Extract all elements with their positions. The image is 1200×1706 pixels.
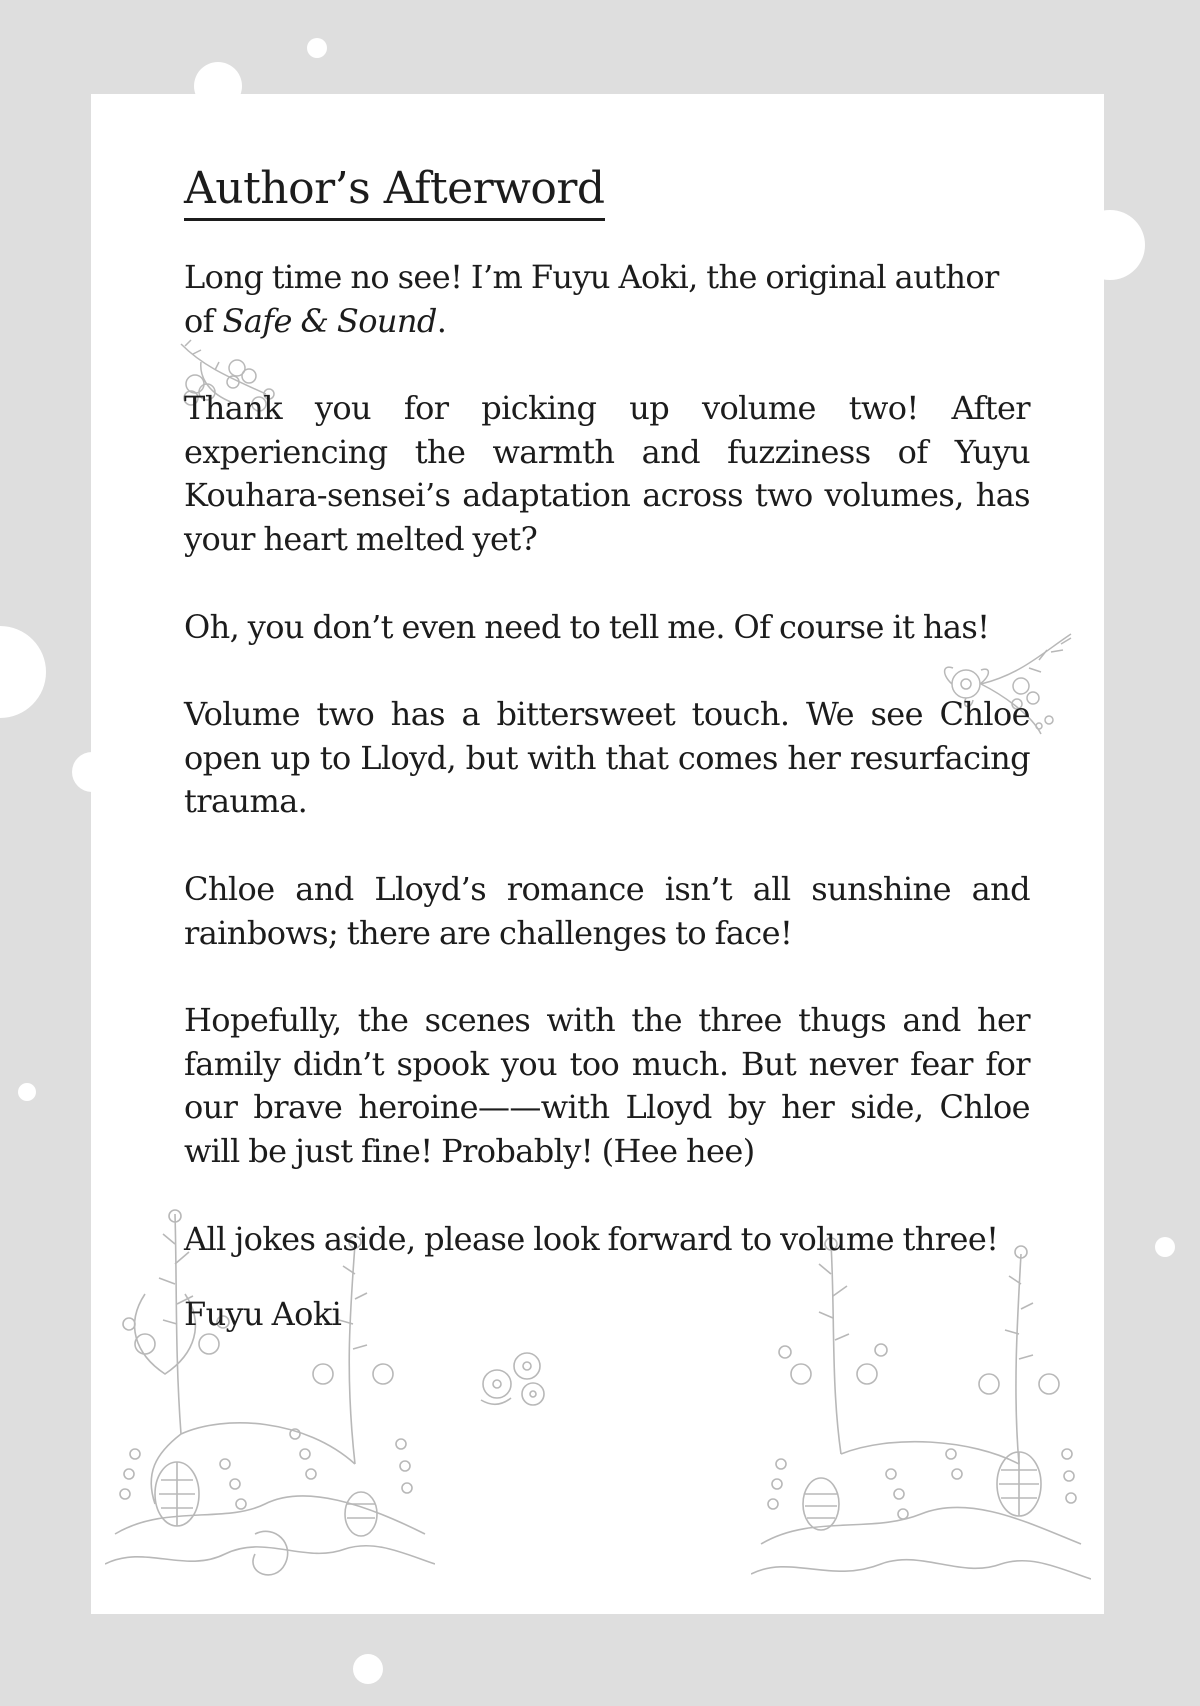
- paragraph-intro-end: .: [436, 301, 447, 340]
- background-dot: [1155, 1237, 1175, 1257]
- afterword-page: [91, 94, 1104, 1614]
- paragraph-thanks: Thank you for picking up volume two! After experiencing the warmth and fuzziness of Yuyu Kouhara-sensei’s adaptation across two volumes, has your heart melted yet?: [184, 389, 1030, 558]
- book-title: Safe & Sound: [222, 301, 437, 340]
- page-title: Author’s Afterword: [184, 162, 605, 221]
- paragraph-intro: [184, 256, 1030, 343]
- signature: Fuyu Aoki: [184, 1295, 342, 1334]
- background-dot: [307, 38, 327, 58]
- afterword-content: [184, 162, 1030, 1381]
- paragraph-heart: Oh, you don’t even need to tell me. Of course it has!: [184, 607, 990, 646]
- background-dot: [0, 626, 46, 718]
- background-dot: [353, 1654, 383, 1684]
- background-dot: [18, 1083, 36, 1101]
- paragraph-thugs: Hopefully, the scenes with the three thugs and her family didn’t spook you too much. But never fear for our brave heroine——with Lloyd by her side, Chloe will be just fine! Probably! (Hee hee): [184, 1001, 1030, 1170]
- paragraph-bittersweet: Volume two has a bittersweet touch. We see Chloe open up to Lloyd, but with that comes her resurfacing trauma.: [184, 695, 1030, 821]
- paragraph-volume-three: All jokes aside, please look forward to volume three!: [184, 1219, 999, 1258]
- paragraph-romance: Chloe and Lloyd’s romance isn’t all sunshine and rainbows; there are challenges to face!: [184, 869, 1030, 952]
- paragraph-intro-text: Long time no see! I’m Fuyu Aoki, the original author of: [184, 258, 999, 340]
